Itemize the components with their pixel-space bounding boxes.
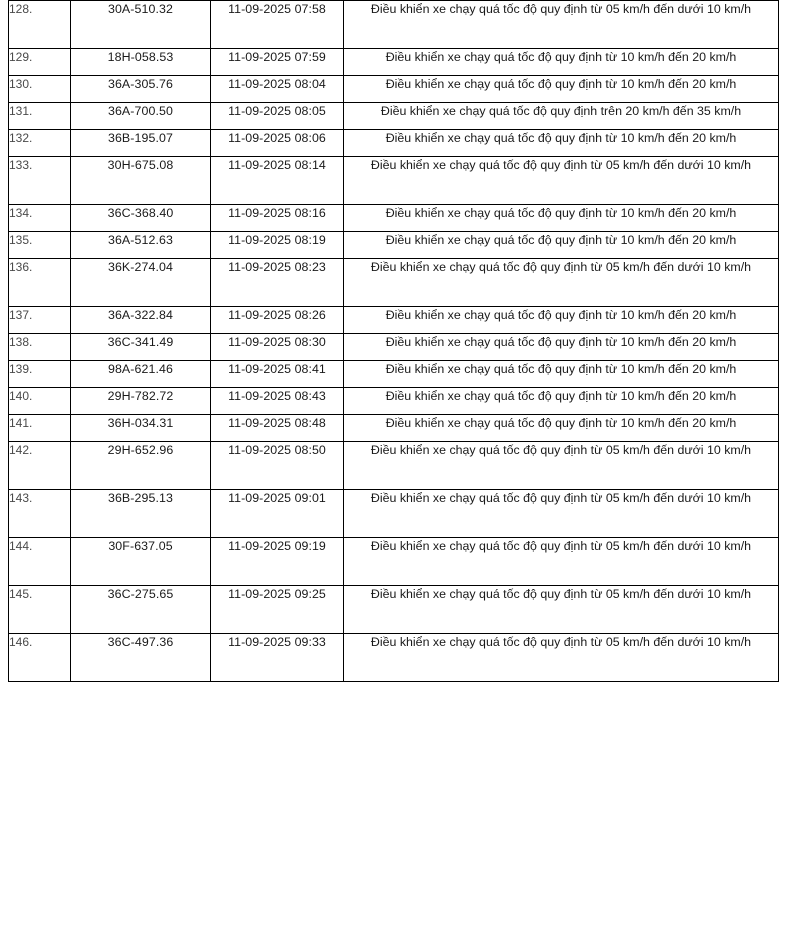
violation-description-text: Điều khiển xe chạy quá tốc độ quy định từ 10 km/h đến 20 km/h	[385, 335, 737, 349]
violation-description-text: Điều khiển xe chạy quá tốc độ quy định từ 05 km/h đến dưới 10 km/h	[370, 587, 752, 601]
violation-description-text: Điều khiển xe chạy quá tốc độ quy định từ 05 km/h đến dưới 10 km/h	[370, 2, 752, 16]
row-index-cell: 141.	[9, 415, 71, 442]
table-row	[9, 490, 779, 538]
violation-description-text: Điều khiển xe chạy quá tốc độ quy định từ 05 km/h đến dưới 10 km/h	[370, 635, 752, 649]
license-plate-cell: 30H-675.08	[71, 157, 211, 205]
row-index-cell: 129.	[9, 49, 71, 76]
row-index-cell: 133.	[9, 157, 71, 205]
license-plate-cell: 29H-782.72	[71, 388, 211, 415]
violation-time-cell: 11-09-2025 08:04	[211, 76, 344, 103]
license-plate-cell: 36C-368.40	[71, 205, 211, 232]
table-row	[9, 634, 779, 682]
license-plate-cell: 36H-034.31	[71, 415, 211, 442]
row-index-cell: 135.	[9, 232, 71, 259]
row-index-cell: 145.	[9, 586, 71, 634]
violation-time-cell: 11-09-2025 08:19	[211, 232, 344, 259]
table-row	[9, 103, 779, 130]
violation-description-text: Điều khiển xe chạy quá tốc độ quy định từ 10 km/h đến 20 km/h	[385, 50, 737, 64]
violation-description-cell	[344, 361, 779, 388]
violation-time-cell: 11-09-2025 08:48	[211, 415, 344, 442]
violation-description-text: Điều khiển xe chạy quá tốc độ quy định từ 05 km/h đến dưới 10 km/h	[370, 260, 752, 274]
violation-description-cell	[344, 49, 779, 76]
violation-time-cell: 11-09-2025 08:41	[211, 361, 344, 388]
license-plate-cell: 36A-322.84	[71, 307, 211, 334]
violation-table-container	[8, 0, 778, 682]
violation-time-cell: 11-09-2025 09:19	[211, 538, 344, 586]
row-index-cell: 142.	[9, 442, 71, 490]
violation-time-cell: 11-09-2025 08:06	[211, 130, 344, 157]
license-plate-cell: 30A-510.32	[71, 1, 211, 49]
violation-description-cell	[344, 538, 779, 586]
violation-time-cell: 11-09-2025 08:05	[211, 103, 344, 130]
violation-description-cell	[344, 334, 779, 361]
table-row	[9, 334, 779, 361]
violation-time-cell: 11-09-2025 08:23	[211, 259, 344, 307]
violation-description-cell	[344, 205, 779, 232]
row-index-cell: 130.	[9, 76, 71, 103]
table-row	[9, 538, 779, 586]
violation-time-cell: 11-09-2025 08:14	[211, 157, 344, 205]
violation-time-cell: 11-09-2025 08:43	[211, 388, 344, 415]
violation-description-cell	[344, 157, 779, 205]
violation-description-text: Điều khiển xe chạy quá tốc độ quy định từ 10 km/h đến 20 km/h	[385, 416, 737, 430]
violation-description-text: Điều khiển xe chạy quá tốc độ quy định từ 10 km/h đến 20 km/h	[385, 77, 737, 91]
violation-description-text: Điều khiển xe chạy quá tốc độ quy định từ 10 km/h đến 20 km/h	[385, 206, 737, 220]
violation-description-text: Điều khiển xe chạy quá tốc độ quy định trên 20 km/h đến 35 km/h	[380, 104, 742, 118]
row-index-cell: 137.	[9, 307, 71, 334]
table-row	[9, 388, 779, 415]
table-row	[9, 442, 779, 490]
violation-description-text: Điều khiển xe chạy quá tốc độ quy định từ 10 km/h đến 20 km/h	[385, 362, 737, 376]
violation-description-cell	[344, 490, 779, 538]
table-row	[9, 307, 779, 334]
license-plate-cell: 18H-058.53	[71, 49, 211, 76]
row-index-cell: 138.	[9, 334, 71, 361]
violation-description-text: Điều khiển xe chạy quá tốc độ quy định từ 10 km/h đến 20 km/h	[385, 308, 737, 322]
table-row	[9, 130, 779, 157]
violation-description-cell	[344, 442, 779, 490]
table-row	[9, 76, 779, 103]
violation-time-cell: 11-09-2025 09:33	[211, 634, 344, 682]
violation-time-cell: 11-09-2025 07:59	[211, 49, 344, 76]
license-plate-cell: 29H-652.96	[71, 442, 211, 490]
table-row	[9, 361, 779, 388]
violation-description-cell	[344, 388, 779, 415]
violation-table	[8, 0, 779, 682]
table-row	[9, 205, 779, 232]
violation-description-cell	[344, 103, 779, 130]
license-plate-cell: 36B-195.07	[71, 130, 211, 157]
violation-description-cell	[344, 76, 779, 103]
violation-time-cell: 11-09-2025 08:30	[211, 334, 344, 361]
row-index-cell: 144.	[9, 538, 71, 586]
license-plate-cell: 36C-497.36	[71, 634, 211, 682]
violation-description-cell	[344, 1, 779, 49]
table-row	[9, 586, 779, 634]
license-plate-cell: 98A-621.46	[71, 361, 211, 388]
violation-time-cell: 11-09-2025 08:26	[211, 307, 344, 334]
row-index-cell: 146.	[9, 634, 71, 682]
license-plate-cell: 30F-637.05	[71, 538, 211, 586]
violation-table-body	[9, 1, 779, 682]
row-index-cell: 136.	[9, 259, 71, 307]
row-index-cell: 134.	[9, 205, 71, 232]
violation-description-text: Điều khiển xe chạy quá tốc độ quy định từ 05 km/h đến dưới 10 km/h	[370, 443, 752, 457]
violation-description-cell	[344, 259, 779, 307]
violation-description-cell	[344, 307, 779, 334]
violation-time-cell: 11-09-2025 08:50	[211, 442, 344, 490]
row-index-cell: 131.	[9, 103, 71, 130]
table-row	[9, 157, 779, 205]
license-plate-cell: 36C-275.65	[71, 586, 211, 634]
table-row	[9, 1, 779, 49]
violation-description-text: Điều khiển xe chạy quá tốc độ quy định từ 10 km/h đến 20 km/h	[385, 389, 737, 403]
license-plate-cell: 36K-274.04	[71, 259, 211, 307]
violation-description-text: Điều khiển xe chạy quá tốc độ quy định từ 05 km/h đến dưới 10 km/h	[370, 491, 752, 505]
violation-time-cell: 11-09-2025 07:58	[211, 1, 344, 49]
license-plate-cell: 36A-700.50	[71, 103, 211, 130]
license-plate-cell: 36B-295.13	[71, 490, 211, 538]
table-row	[9, 232, 779, 259]
violation-time-cell: 11-09-2025 09:01	[211, 490, 344, 538]
license-plate-cell: 36C-341.49	[71, 334, 211, 361]
violation-description-text: Điều khiển xe chạy quá tốc độ quy định từ 10 km/h đến 20 km/h	[385, 131, 737, 145]
violation-time-cell: 11-09-2025 09:25	[211, 586, 344, 634]
violation-description-cell	[344, 634, 779, 682]
violation-time-cell: 11-09-2025 08:16	[211, 205, 344, 232]
license-plate-cell: 36A-305.76	[71, 76, 211, 103]
table-row	[9, 259, 779, 307]
row-index-cell: 128.	[9, 1, 71, 49]
row-index-cell: 143.	[9, 490, 71, 538]
violation-description-text: Điều khiển xe chạy quá tốc độ quy định từ 05 km/h đến dưới 10 km/h	[370, 158, 752, 172]
violation-description-text: Điều khiển xe chạy quá tốc độ quy định từ 10 km/h đến 20 km/h	[385, 233, 737, 247]
row-index-cell: 132.	[9, 130, 71, 157]
violation-description-cell	[344, 586, 779, 634]
license-plate-cell: 36A-512.63	[71, 232, 211, 259]
violation-description-text: Điều khiển xe chạy quá tốc độ quy định từ 05 km/h đến dưới 10 km/h	[370, 539, 752, 553]
table-row	[9, 415, 779, 442]
row-index-cell: 140.	[9, 388, 71, 415]
violation-description-cell	[344, 130, 779, 157]
row-index-cell: 139.	[9, 361, 71, 388]
table-row	[9, 49, 779, 76]
violation-description-cell	[344, 415, 779, 442]
violation-description-cell	[344, 232, 779, 259]
